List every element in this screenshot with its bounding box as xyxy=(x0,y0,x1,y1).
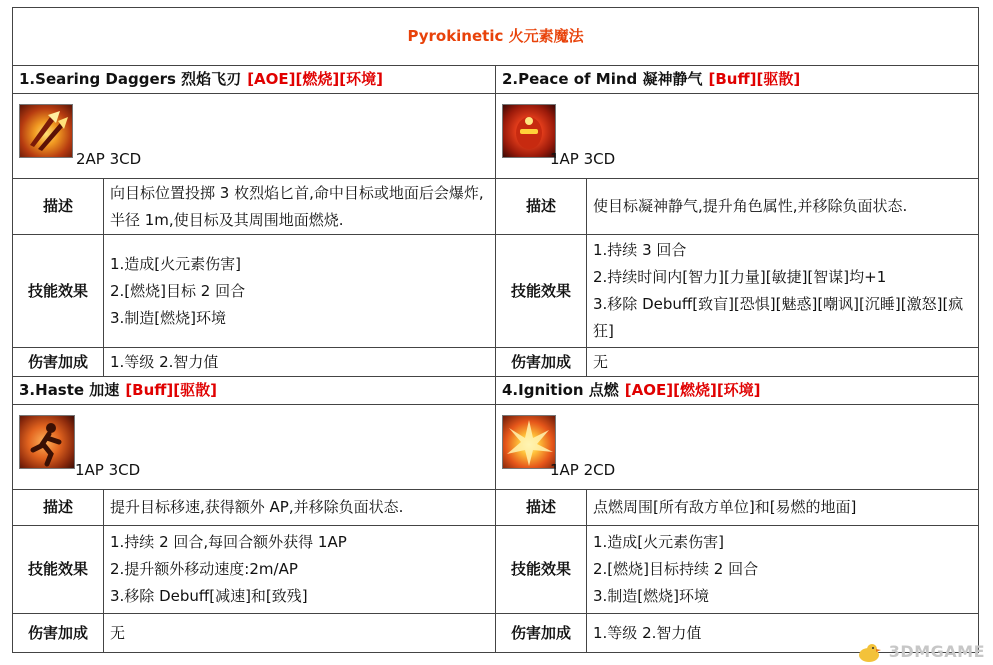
skill-4-bonus-label: 伤害加成 xyxy=(496,614,587,653)
skill-1-bonus-label: 伤害加成 xyxy=(13,348,104,377)
skill-4-effect-label: 技能效果 xyxy=(496,526,587,614)
skill-2-bonus: 无 xyxy=(587,348,979,377)
skill-1-header xyxy=(13,66,496,94)
running-figure-icon xyxy=(19,415,75,469)
page-title: Pyrokinetic 火元素魔法 xyxy=(13,8,979,66)
skill-1-cost: 2AP 3CD xyxy=(76,150,142,168)
skill-1-name: 1.Searing Daggers 烈焰飞刃 xyxy=(19,70,242,88)
skill-1-effects xyxy=(104,235,496,348)
effect-line: 1.持续 2 回合,每回合额外获得 1AP xyxy=(110,533,347,551)
duck-logo-icon xyxy=(857,641,881,663)
effect-line: 1.造成[火元素伤害] xyxy=(593,533,725,551)
skill-3-icon-cell xyxy=(13,405,496,490)
flaming-daggers-icon xyxy=(19,104,73,158)
skill-4-cost: 1AP 2CD xyxy=(550,461,616,479)
effect-line: 2.持续时间内[智力][力量][敏捷][智谋]均+1 xyxy=(593,268,887,286)
skill-2-effect-label: 技能效果 xyxy=(496,235,587,348)
skill-1-tags: [AOE][燃烧][环境] xyxy=(247,70,383,88)
skill-3-bonus: 无 xyxy=(104,614,496,653)
effect-line: 3.移除 Debuff[减速]和[致残] xyxy=(110,587,308,605)
effect-line: 2.提升额外移动速度:2m/AP xyxy=(110,560,298,578)
skill-1-icon-cell xyxy=(13,94,496,179)
skill-2-desc: 使目标凝神静气,提升角色属性,并移除负面状态. xyxy=(587,179,979,235)
skill-4-name: 4.Ignition 点燃 xyxy=(502,381,619,399)
skill-4-desc: 点燃周围[所有敌方单位]和[易燃的地面] xyxy=(587,490,979,526)
effect-line: 3.制造[燃烧]环境 xyxy=(110,308,227,327)
effect-line: 2.[燃烧]目标持续 2 回合 xyxy=(593,560,759,578)
skill-3-effects xyxy=(104,526,496,614)
skill-2-icon-cell xyxy=(496,94,979,179)
skill-1-desc: 向目标位置投掷 3 枚烈焰匕首,命中目标或地面后会爆炸,半径 1m,使目标及其周围地面燃烧. xyxy=(104,179,496,235)
skill-2-effects xyxy=(587,235,979,348)
effect-line: 3.移除 Debuff[致盲][恐惧][魅惑][嘲讽][沉睡][激怒][疯狂] xyxy=(593,295,964,340)
skill-2-cost: 1AP 3CD xyxy=(550,150,616,168)
skill-2-bonus-label: 伤害加成 xyxy=(496,348,587,377)
skill-2-tags: [Buff][驱散] xyxy=(708,70,801,88)
skill-3-bonus-label: 伤害加成 xyxy=(13,614,104,653)
skill-1-desc-label: 描述 xyxy=(13,179,104,235)
ignition-burst-icon xyxy=(502,415,556,469)
skill-3-header xyxy=(13,377,496,405)
effect-line: 2.[燃烧]目标 2 回合 xyxy=(110,281,246,300)
skill-4-desc-label: 描述 xyxy=(496,490,587,526)
effect-line: 1.持续 3 回合 xyxy=(593,241,687,259)
skill-1-effect-label: 技能效果 xyxy=(13,235,104,348)
skill-3-effect-label: 技能效果 xyxy=(13,526,104,614)
skill-3-name: 3.Haste 加速 xyxy=(19,381,120,399)
skill-4-effects xyxy=(587,526,979,614)
effect-line: 1.造成[火元素伤害] xyxy=(110,254,242,273)
glowing-head-icon xyxy=(502,104,556,158)
skill-3-desc-label: 描述 xyxy=(13,490,104,526)
skill-4-header xyxy=(496,377,979,405)
skill-4-icon-cell xyxy=(496,405,979,490)
skill-4-bonus: 1.等级 2.智力值 xyxy=(587,614,979,653)
skill-3-desc: 提升目标移速,获得额外 AP,并移除负面状态. xyxy=(104,490,496,526)
skill-3-cost: 1AP 3CD xyxy=(75,461,141,479)
effect-line: 3.制造[燃烧]环境 xyxy=(593,587,710,605)
skills-table xyxy=(12,7,979,653)
skill-1-bonus: 1.等级 2.智力值 xyxy=(104,348,496,377)
skill-2-name: 2.Peace of Mind 凝神静气 xyxy=(502,70,703,88)
skill-3-tags: [Buff][驱散] xyxy=(125,381,217,399)
skill-2-desc-label: 描述 xyxy=(496,179,587,235)
skill-2-header xyxy=(496,66,979,94)
skill-4-tags: [AOE][燃烧][环境] xyxy=(624,381,761,399)
watermark-text: 3DMGAME xyxy=(888,642,985,661)
